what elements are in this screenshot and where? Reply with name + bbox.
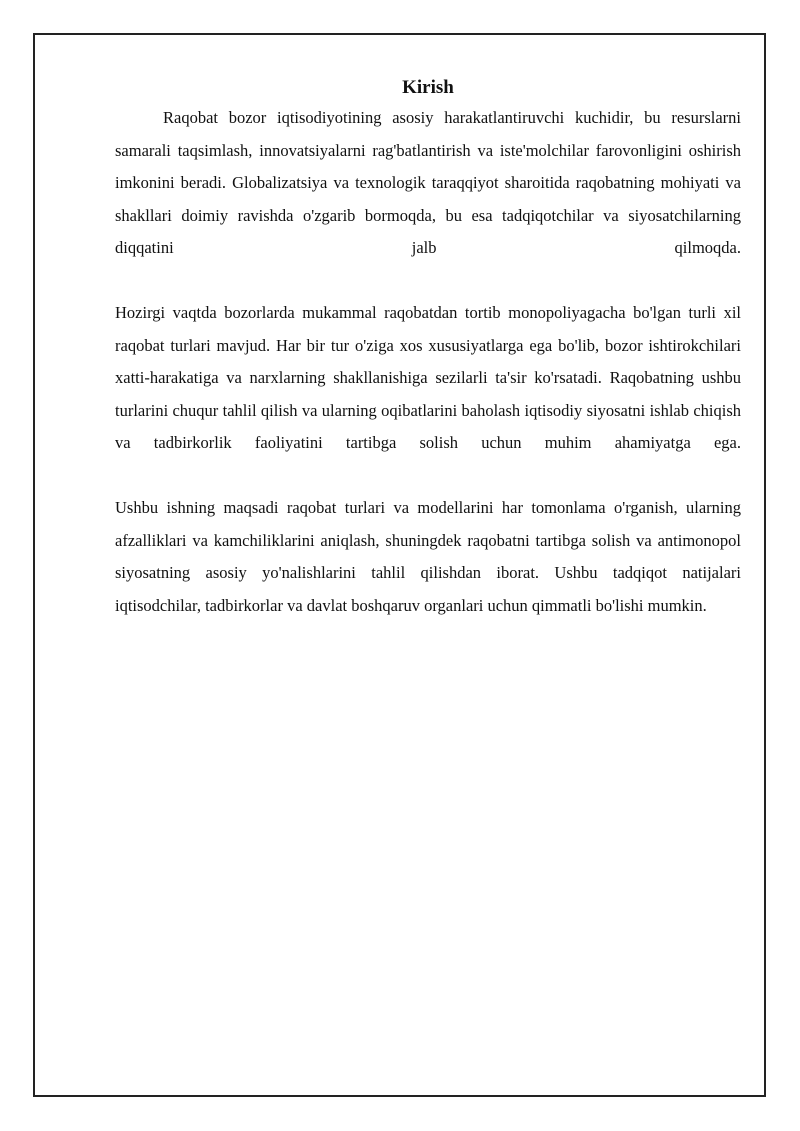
document-body [115,76,741,655]
document-title: Kirish [402,77,454,98]
paragraph-competition-types: Hozirgi vaqtda bozorlarda mukammal raqobatdan tortib monopoliyagacha bo'lgan turli xil raqobat turlari mavjud. Har bir tur o'ziga xos xususiyatlarga ega bo'lib, bozor ishtirokchilari xatti-harakatiga va narxlarning shakllanishiga sezilarli ta'sir ko'rsatadi. Raqobatning ushbu turlarini chuqur tahlil qilish va ularning oqibatlarini baholash iqtisodiy siyosatni ishlab chiqish va tadbirkorlik faoliyatini tartibga solish uchun muhim ahamiyatga ega. [115,303,741,452]
paragraph-research-goal: Ushbu ishning maqsadi raqobat turlari va modellarini har tomonlama o'rganish, ularning afzalliklari va kamchiliklarini aniqlash, shuningdek raqobatni tartibga solish va antimonopol siyosatning asosiy yo'nalishlarini tahlil qilishdan iborat. Ushbu tadqiqot natijalari iqtisodchilar, tadbirkorlar va davlat boshqaruv organlari uchun qimmatli bo'lishi mumkin. [115,498,741,615]
paragraph-intro: Raqobat bozor iqtisodiyotining asosiy harakatlantiruvchi kuchidir, bu resurslarni samarali taqsimlash, innovatsiyalarni rag'batlantirish va iste'molchilar farovonligini oshirish imkonini beradi. Globalizatsiya va texnologik taraqqiyot sharoitida raqobatning mohiyati va shakllari doimiy ravishda o'zgarib bormoqda, bu esa tadqiqotchilar va siyosatchilarning diqqatini jalb qilmoqda. [115,108,741,257]
